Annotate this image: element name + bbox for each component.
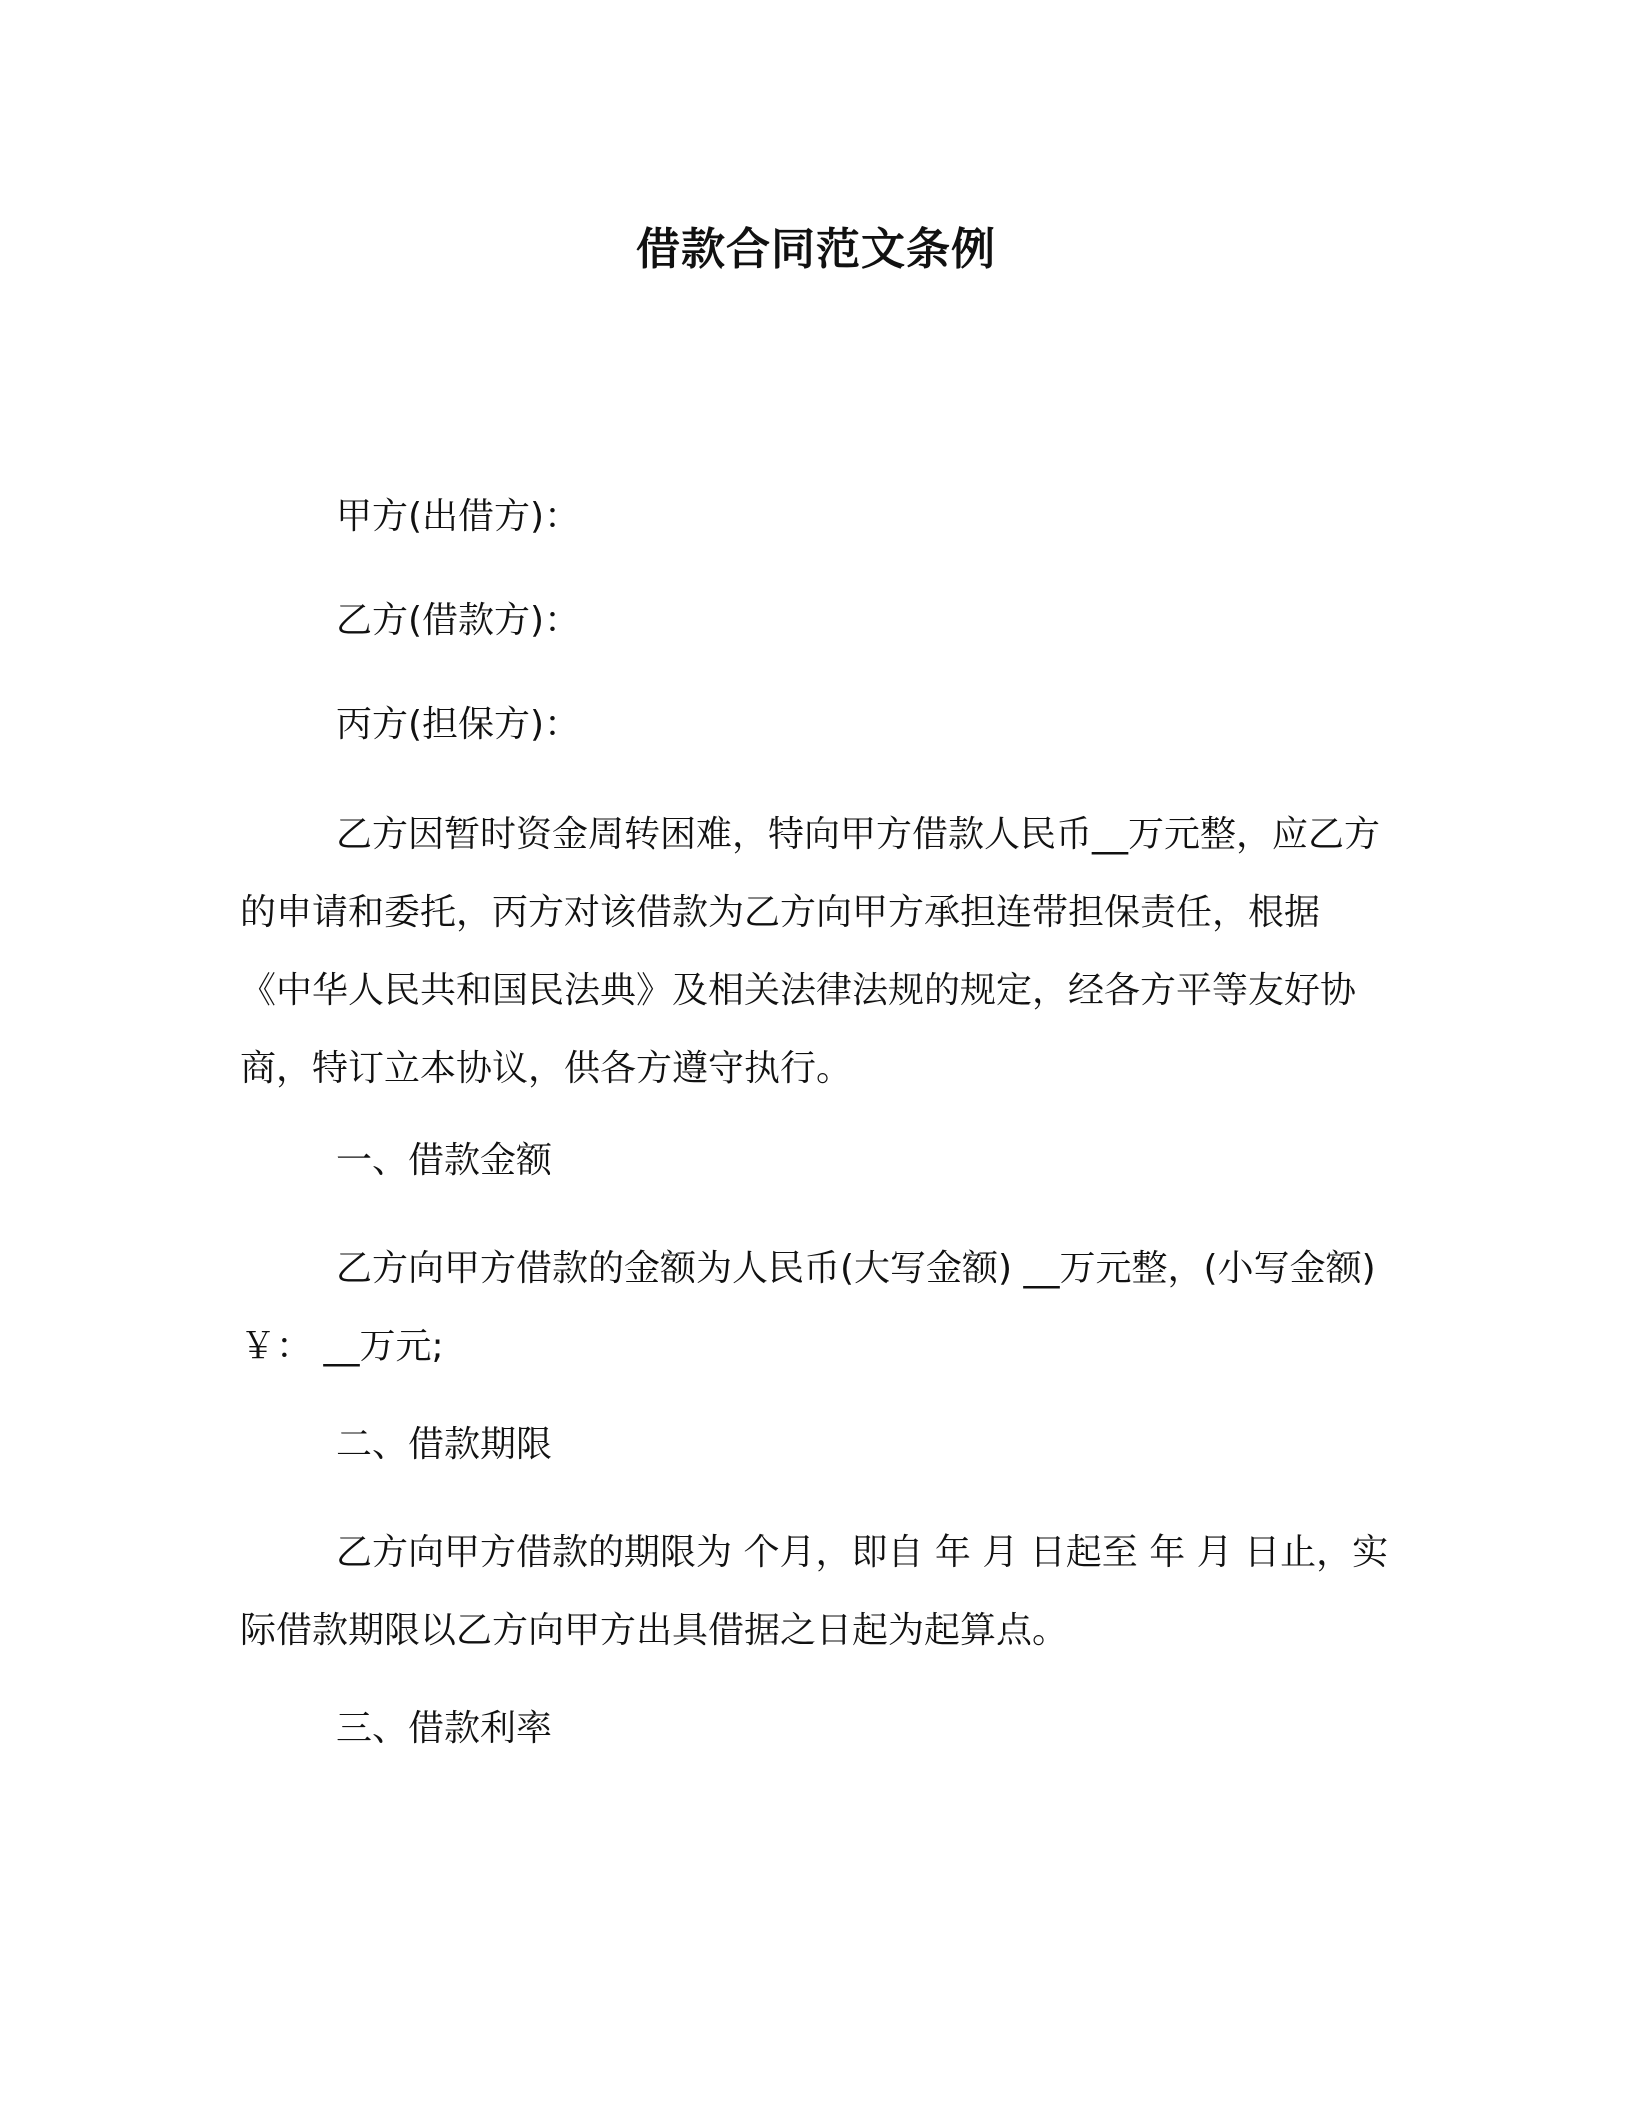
section-heading-interest-rate: 三、借款利率 — [336, 1708, 553, 1749]
section-heading-amount: 一、借款金额 — [336, 1140, 553, 1181]
section-body-term: 乙方向甲方借款的期限为 个月，即自 年 月 日起至 年 月 日止，实际借款期限以乙方向甲方出具借据之日起为起算点。 — [240, 1532, 1389, 1651]
document-title: 借款合同范文条例 — [636, 224, 996, 275]
section-heading-term: 二、借款期限 — [336, 1424, 553, 1465]
party-a-label: 甲方(出借方)： — [336, 496, 581, 537]
preamble-paragraph: 乙方因暂时资金周转困难，特向甲方借款人民币__万元整，应乙方的申请和委托，丙方对该借款为乙方向甲方承担连带担保责任，根据《中华人民共和国民法典》及相关法律法规的规定，经各方平等友好协商，特订立本协议，供各方遵守执行。 — [240, 814, 1381, 1089]
party-c-label: 丙方(担保方)： — [336, 704, 581, 745]
section-body-amount: 乙方向甲方借款的金额为人民币(大写金额) __万元整，(小写金额)￥： __万元; — [240, 1248, 1376, 1367]
party-b-label: 乙方(借款方)： — [336, 600, 581, 641]
